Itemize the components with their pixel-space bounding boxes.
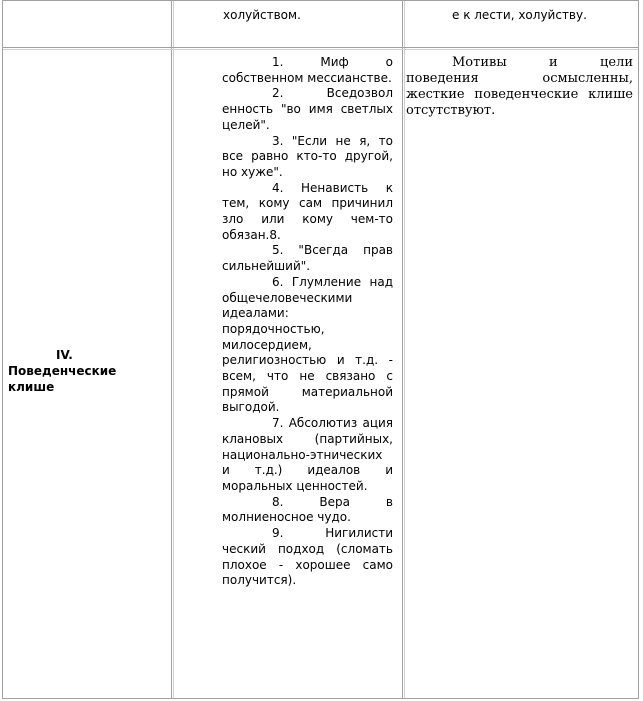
- prev-row-middle-text: холуйством.: [223, 8, 301, 22]
- list-item: 9. Нигилисти ческий подход (сломать плохое - хорошее само получится).: [222, 526, 393, 588]
- list-item: 3. "Если не я, то все равно кто-то другой, но хуже".: [222, 133, 393, 179]
- list-item: 4. Ненависть к тем, кому сам причинил зло или кому чем-то обязан.8.: [222, 180, 393, 242]
- list-item: 5. "Всегда прав сильнейший".: [222, 243, 393, 274]
- category-label: Поведенческие клише: [8, 364, 117, 394]
- category-numeral: IV.: [56, 348, 73, 362]
- list-item: 7. Абсолютиз ация клановых (партийных, национально-этнических и т.д.) идеалов и моральных ценностей.: [222, 416, 393, 493]
- description-cell: Мотивы и цели поведения осмысленны, жесткие поведенческие клише отсутствуют.: [406, 55, 633, 118]
- cliche-list: [222, 55, 393, 589]
- list-item: 6. Глумление над общечеловеческими идеалами: порядочностью, милосердием, религиозностью и т.д. - всем, что не связано с прямой материальной выгодой.: [222, 274, 393, 415]
- row-divider: [3, 47, 638, 48]
- column-divider-1-inner: [173, 1, 174, 698]
- prev-row-right-text: е к лести, холуйству.: [452, 8, 587, 22]
- list-item: 8. Вера в молниеносное чудо.: [222, 494, 393, 525]
- column-divider-2: [402, 1, 403, 698]
- row-divider-inner: [3, 49, 638, 50]
- list-item: 2. Вседозвол енность "во имя светлых целей".: [222, 86, 393, 132]
- column-divider-2-inner: [404, 1, 405, 698]
- column-divider-1: [171, 1, 172, 698]
- category-cell: [8, 347, 158, 395]
- list-item: 1. Миф о собственном мессианстве.: [222, 55, 393, 85]
